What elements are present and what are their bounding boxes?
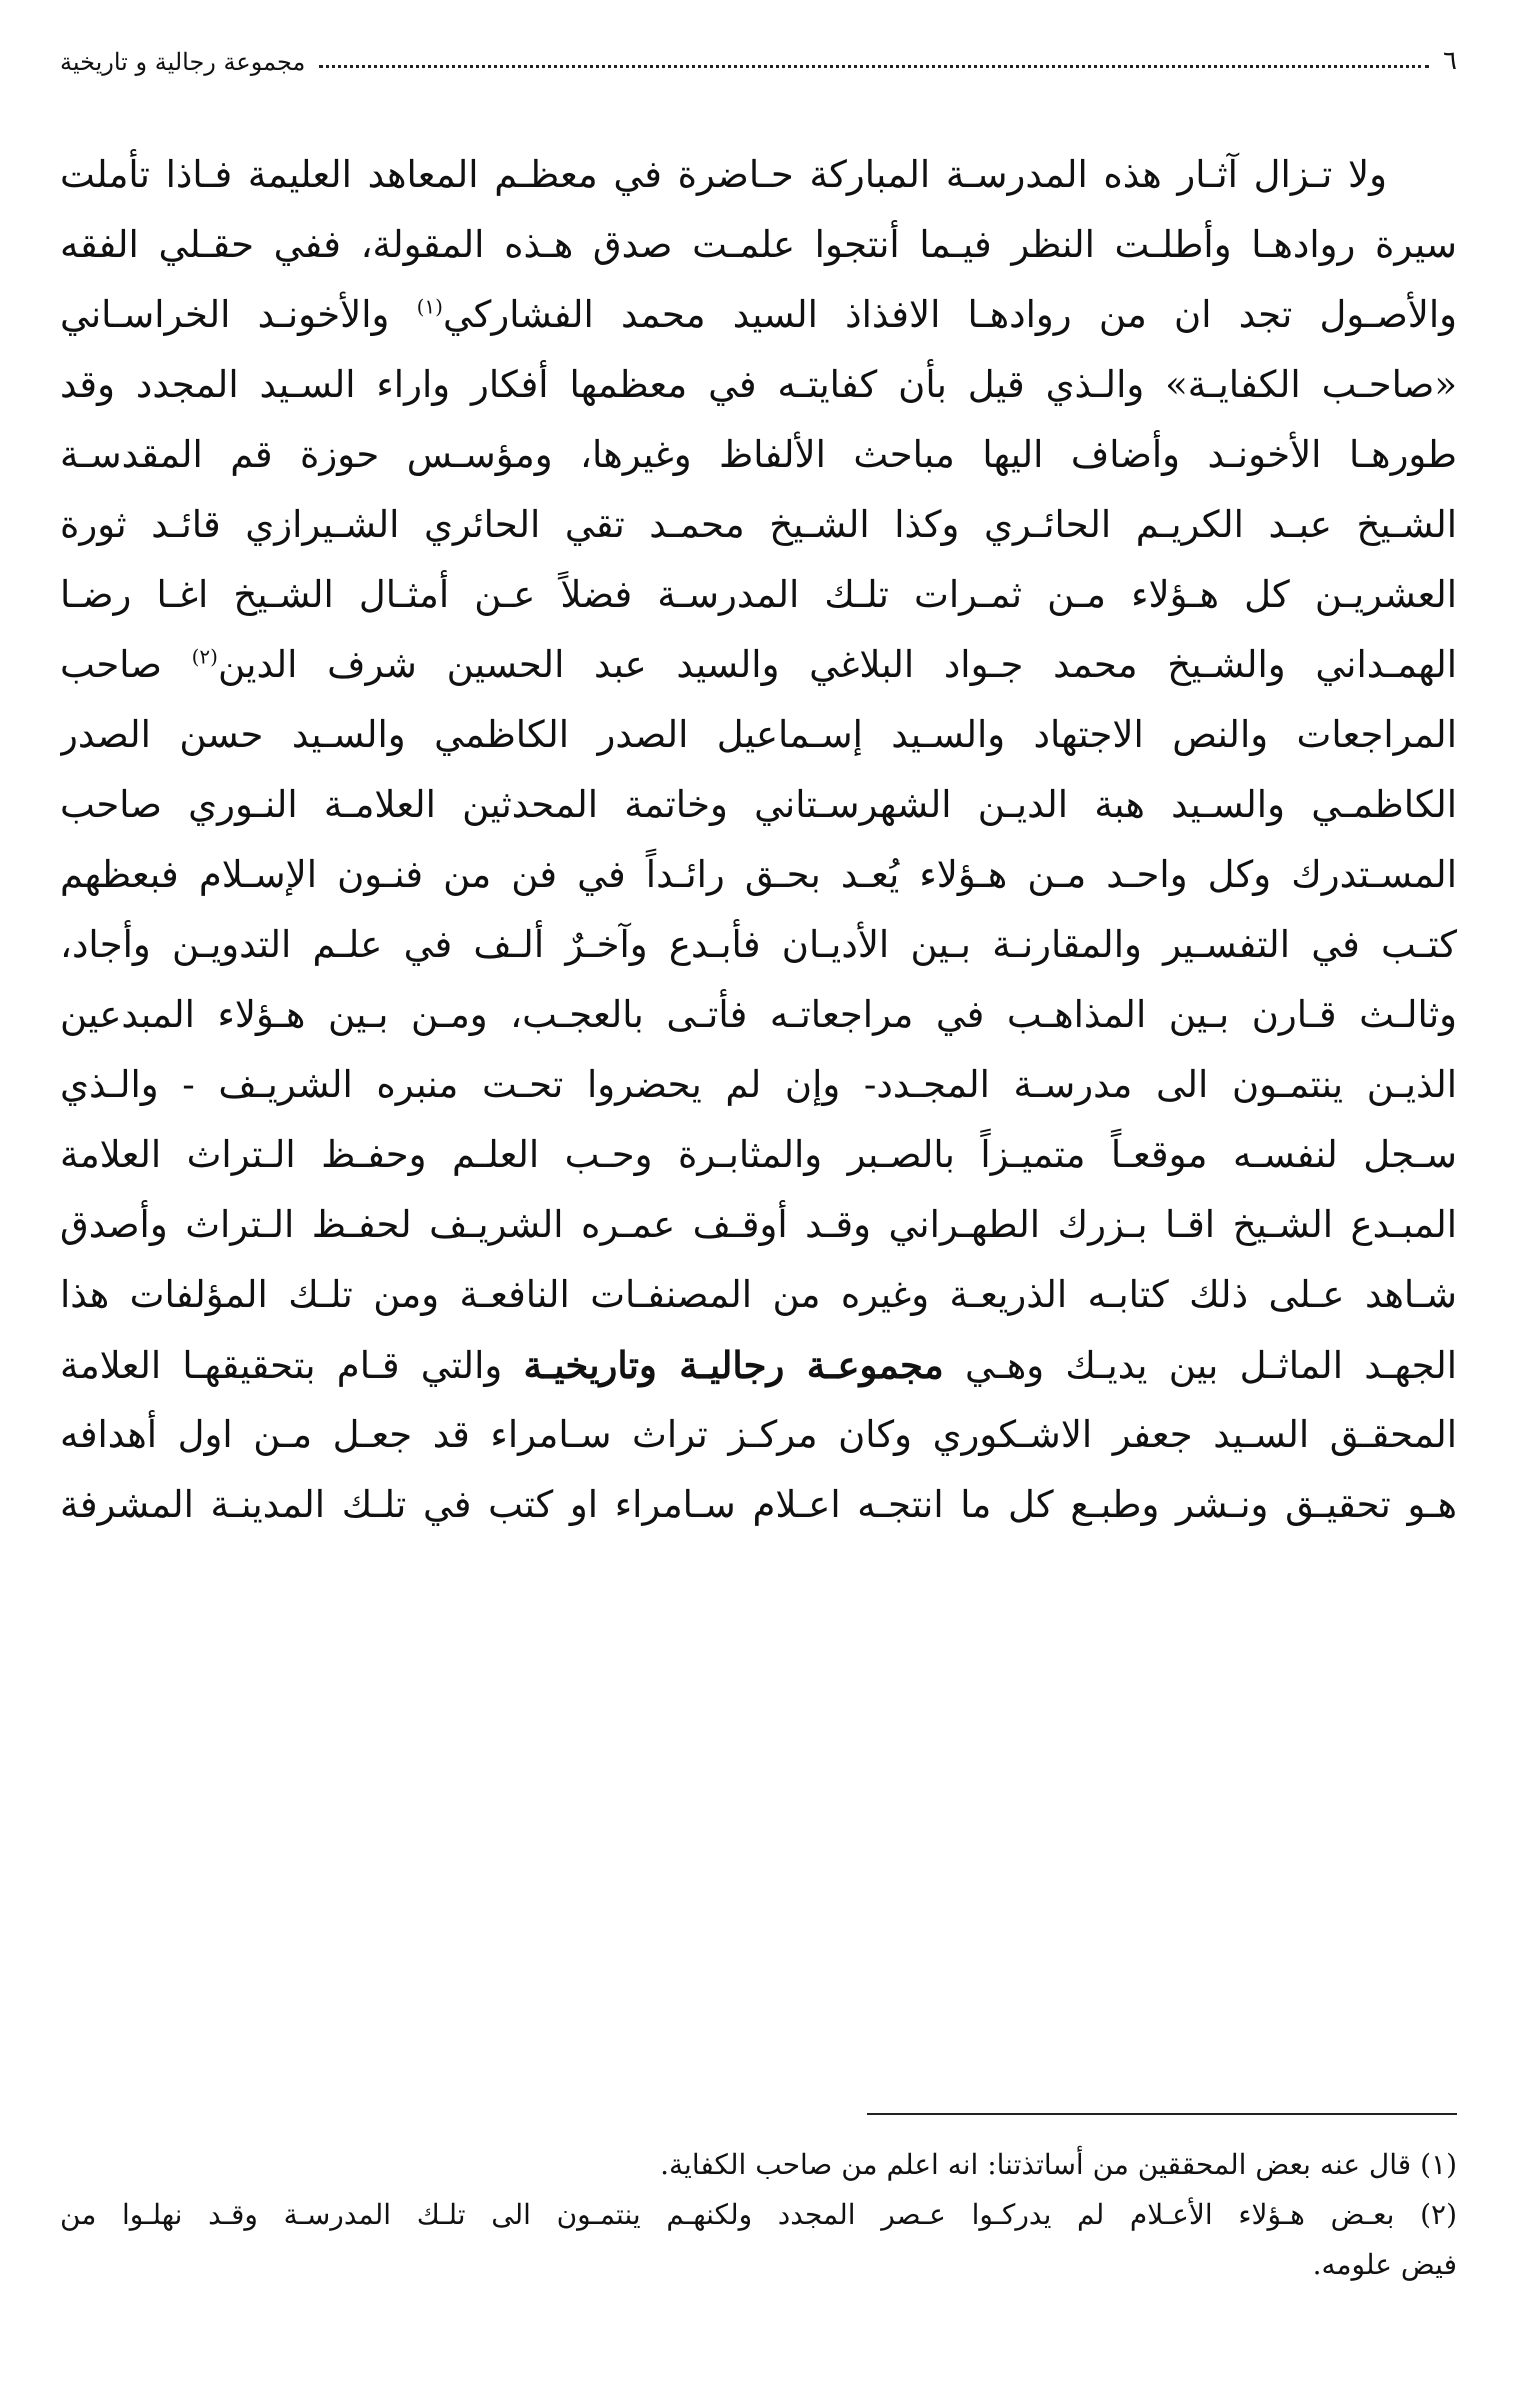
- body-line: ولا تـزال آثـار هذه المدرسـة المباركة حـاضرة في معظـم المعاهد العليمة فـاذا تأملت: [60, 153, 1387, 196]
- footnote-ref-1[interactable]: (١): [416, 294, 443, 319]
- body-line-tail: صاحب: [60, 643, 162, 686]
- body-line-tail: والأخونـد الخراسـاني: [60, 293, 390, 336]
- footnotes: [60, 2140, 1457, 2290]
- footnote-ref-2[interactable]: (٢): [191, 644, 218, 669]
- footnote-2: [60, 2190, 1457, 2290]
- body-text: [60, 140, 1457, 1540]
- body-line: العشريـن كل هـؤلاء مـن ثمـرات تلـك المدرسـة فضلاً عـن أمثـال الشـيخ اغـا رضـا: [60, 573, 1457, 616]
- body-line: المراجعات والنص الاجتهاد والسـيد إسـماعيل الصدر الكاظمي والسـيد حسن الصدر: [60, 713, 1457, 756]
- body-line: المسـتدرك وكل واحـد مـن هـؤلاء يُعـد بحـق رائـداً في فن من فنـون الإسـلام فبعظهم: [60, 853, 1457, 896]
- body-line: هـو تحقيـق ونـشر وطبـع كل ما انتجـه اعـلام سـامراء او كتب في تلـك المدينـة المشرفة: [60, 1483, 1457, 1526]
- body-line: وثالـث قـارن بـين المذاهـب في مراجعاتـه فأتـى بالعجـب، ومـن بـين هـؤلاء المبدعين: [60, 993, 1457, 1036]
- body-line-tail: والتي قـام بتحقيقهـا العلامة: [60, 1344, 503, 1387]
- page-number: ٦: [1443, 46, 1457, 76]
- body-line: طورهـا الأخونـد وأضاف اليها مباحث الألفاظ وغيرها، ومؤسـس حوزة قم المقدسـة: [60, 433, 1457, 476]
- body-line: سيرة روادهـا وأطلـت النظر فيـما أنتجوا علمـت صدق هـذه المقولة، ففي حقـلي الفقه: [60, 223, 1457, 266]
- body-line: شـاهد عـلى ذلك كتابـه الذريعـة وغيره من المصنفـات النافعـة ومن تلـك المؤلفات هذا: [60, 1273, 1457, 1316]
- body-line: سـجل لنفسـه موقعـاً متميـزاً بالصـبر والمثابـرة وحـب العلـم وحفـظ الـتراث العلامة: [60, 1133, 1457, 1176]
- body-line-text: والأصـول تجد ان من روادهـا الافذاذ السيد محمد الفشاركي: [442, 293, 1457, 336]
- body-line: المحقـق السـيد جعفر الاشـكوري وكان مركـز تراث سـامراء قد جعـل مـن اول أهدافه: [60, 1413, 1457, 1456]
- header-dot-leader: [319, 65, 1429, 68]
- body-line: الذيـن ينتمـون الى مدرسـة المجـدد- وإن لم يحضروا تحـت منبره الشريـف - والـذي: [60, 1063, 1457, 1106]
- body-line: الشـيخ عبـد الكريـم الحائـري وكذا الشـيخ محمـد تقي الحائري الشـيرازي قائـد ثورة: [60, 503, 1457, 546]
- footnote-line: فيض علومه.: [1312, 2248, 1457, 2281]
- body-line: [60, 280, 1457, 350]
- body-line-text: الهمـداني والشـيخ محمد جـواد البلاغي والسيد عبد الحسين شرف الدين: [217, 643, 1457, 686]
- body-line: الكاظمـي والسـيد هبة الديـن الشهرسـتاني وخاتمة المحدثين العلامـة النـوري صاحب: [60, 783, 1457, 826]
- body-line: «صاحـب الكفايـة» والـذي قيل بأن كفايتـه في معظمها أفكار واراء السـيد المجدد وقد: [60, 363, 1457, 406]
- body-line: [60, 630, 1457, 700]
- body-line: [60, 1330, 1457, 1400]
- body-line: المبـدع الشـيخ اقـا بـزرك الطهـراني وقـد أوقـف عمـره الشريـف لحفـظ الـتراث وأصدق: [60, 1203, 1457, 1246]
- footnote-line: (١) قال عنه بعض المحققين من أساتذتنا: انه اعلم من صاحب الكفاية.: [660, 2148, 1457, 2181]
- footnote-separator: [867, 2113, 1457, 2115]
- body-line: كتـب في التفسـير والمقارنـة بـين الأديـان فأبـدع وآخـرٌ ألـف في علـم التدويـن وأجاد،: [60, 923, 1457, 966]
- footnote-1: [60, 2140, 1457, 2190]
- running-title: مجموعة رجالية و تاريخية: [60, 48, 306, 76]
- page-header: [60, 36, 1457, 76]
- book-title-bold: مجموعـة رجاليـة وتاريخيـة: [523, 1343, 944, 1387]
- body-line-text: الجهـد الماثـل بين يديـك وهـي: [965, 1344, 1457, 1387]
- footnote-line: (٢) بعـض هـؤلاء الأعـلام لم يدركـوا عـصر المجدد ولكنهـم ينتمـون الى تلـك المدرسـة وقـد نهلـوا من: [60, 2198, 1457, 2231]
